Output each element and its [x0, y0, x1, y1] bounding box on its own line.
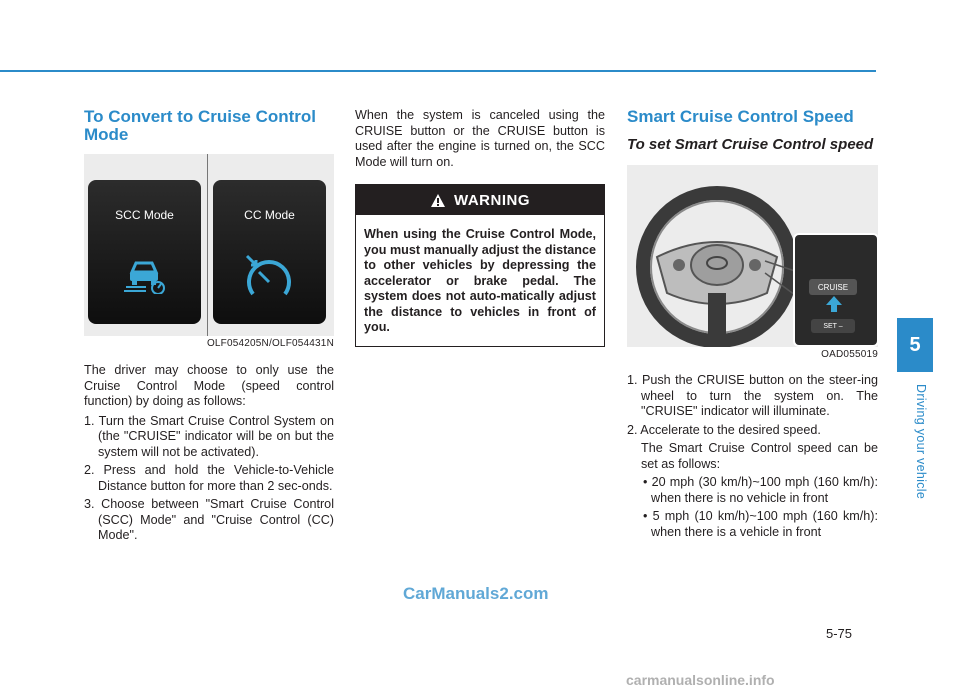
cc-mode-panel [213, 180, 326, 324]
footer-watermark: carmanualsonline.info [626, 672, 775, 688]
section-heading-speed: Smart Cruise Control Speed [627, 107, 854, 126]
warning-header [356, 185, 604, 215]
watermark-link[interactable]: CarManuals2.com [403, 584, 549, 603]
figure-caption: OLF054205N/OLF054431N [206, 338, 334, 349]
cancel-note: When the system is canceled using the CRUISE button or the CRUISE button is used after the engine is turned on, the SCC Mode will turn on. [355, 108, 605, 169]
speed-range-intro: The Smart Cruise Control speed can be set as follows: [641, 441, 878, 471]
section-heading-convert: To Convert to Cruise Control Mode [84, 107, 317, 144]
convert-steps [84, 414, 334, 544]
right-column [627, 108, 878, 543]
arrow-up-icon [825, 295, 843, 313]
subheading-set-speed: To set Smart Cruise Control speed [627, 136, 874, 153]
figure-divider [207, 154, 208, 336]
list-item: 2. Accelerate to the desired speed. [627, 422, 821, 437]
page-number: 5-75 [826, 626, 853, 641]
scc-car-icon [122, 258, 168, 294]
scc-mode-panel [88, 180, 201, 324]
list-item: 1. Push the CRUISE button on the steer-ing wheel to turn the system on. The "CRUISE" indicator will illuminate. [627, 373, 878, 418]
cc-mode-label: CC Mode [244, 208, 295, 222]
speedometer-icon [243, 252, 295, 300]
chapter-number: 5 [909, 333, 921, 356]
set-button-label: SET – [823, 322, 843, 330]
mode-figure [84, 154, 334, 336]
middle-column [355, 108, 605, 347]
list-item: 3. Choose between "Smart Cruise Control (SCC) Mode" and "Cruise Control (CC) Mode". [84, 497, 334, 542]
warning-box [355, 184, 605, 347]
chapter-tab[interactable] [897, 318, 933, 372]
cruise-button-inset [793, 233, 879, 347]
speed-steps [627, 373, 878, 438]
set-button[interactable] [811, 319, 855, 333]
list-item: 2. Press and hold the Vehicle-to-Vehicle Distance button for more than 2 sec-onds. [84, 463, 334, 493]
cruise-button-label: CRUISE [817, 282, 849, 292]
scc-mode-label: SCC Mode [115, 208, 174, 222]
list-item: • 5 mph (10 km/h)~100 mph (160 km/h): when there is a vehicle in front [643, 509, 878, 539]
header-rule [0, 70, 876, 72]
cruise-button[interactable] [809, 279, 857, 295]
warning-triangle-icon [430, 193, 446, 208]
warning-text: When using the Cruise Control Mode, you must manually adjust the distance to other vehicles by depressing the accelerator or brake pedal. The system does not auto-matically adjust the distance to vehicles in front of you. [364, 227, 596, 334]
figure-caption-wheel: OAD055019 [821, 349, 878, 360]
chapter-label: Driving your vehicle [914, 384, 928, 500]
intro-text: The driver may choose to only use the Cruise Control Mode (speed control function) by doing as follows: [84, 363, 334, 408]
list-item: 1. Turn the Smart Cruise Control System on (the "CRUISE" indicator will be on but the system will not be activated). [84, 413, 334, 459]
steering-wheel-figure [627, 165, 878, 347]
left-column [84, 108, 334, 547]
list-item: • 20 mph (30 km/h)~100 mph (160 km/h): when there is no vehicle in front [643, 475, 878, 505]
speed-range-list [627, 475, 878, 540]
warning-title: WARNING [454, 191, 530, 209]
